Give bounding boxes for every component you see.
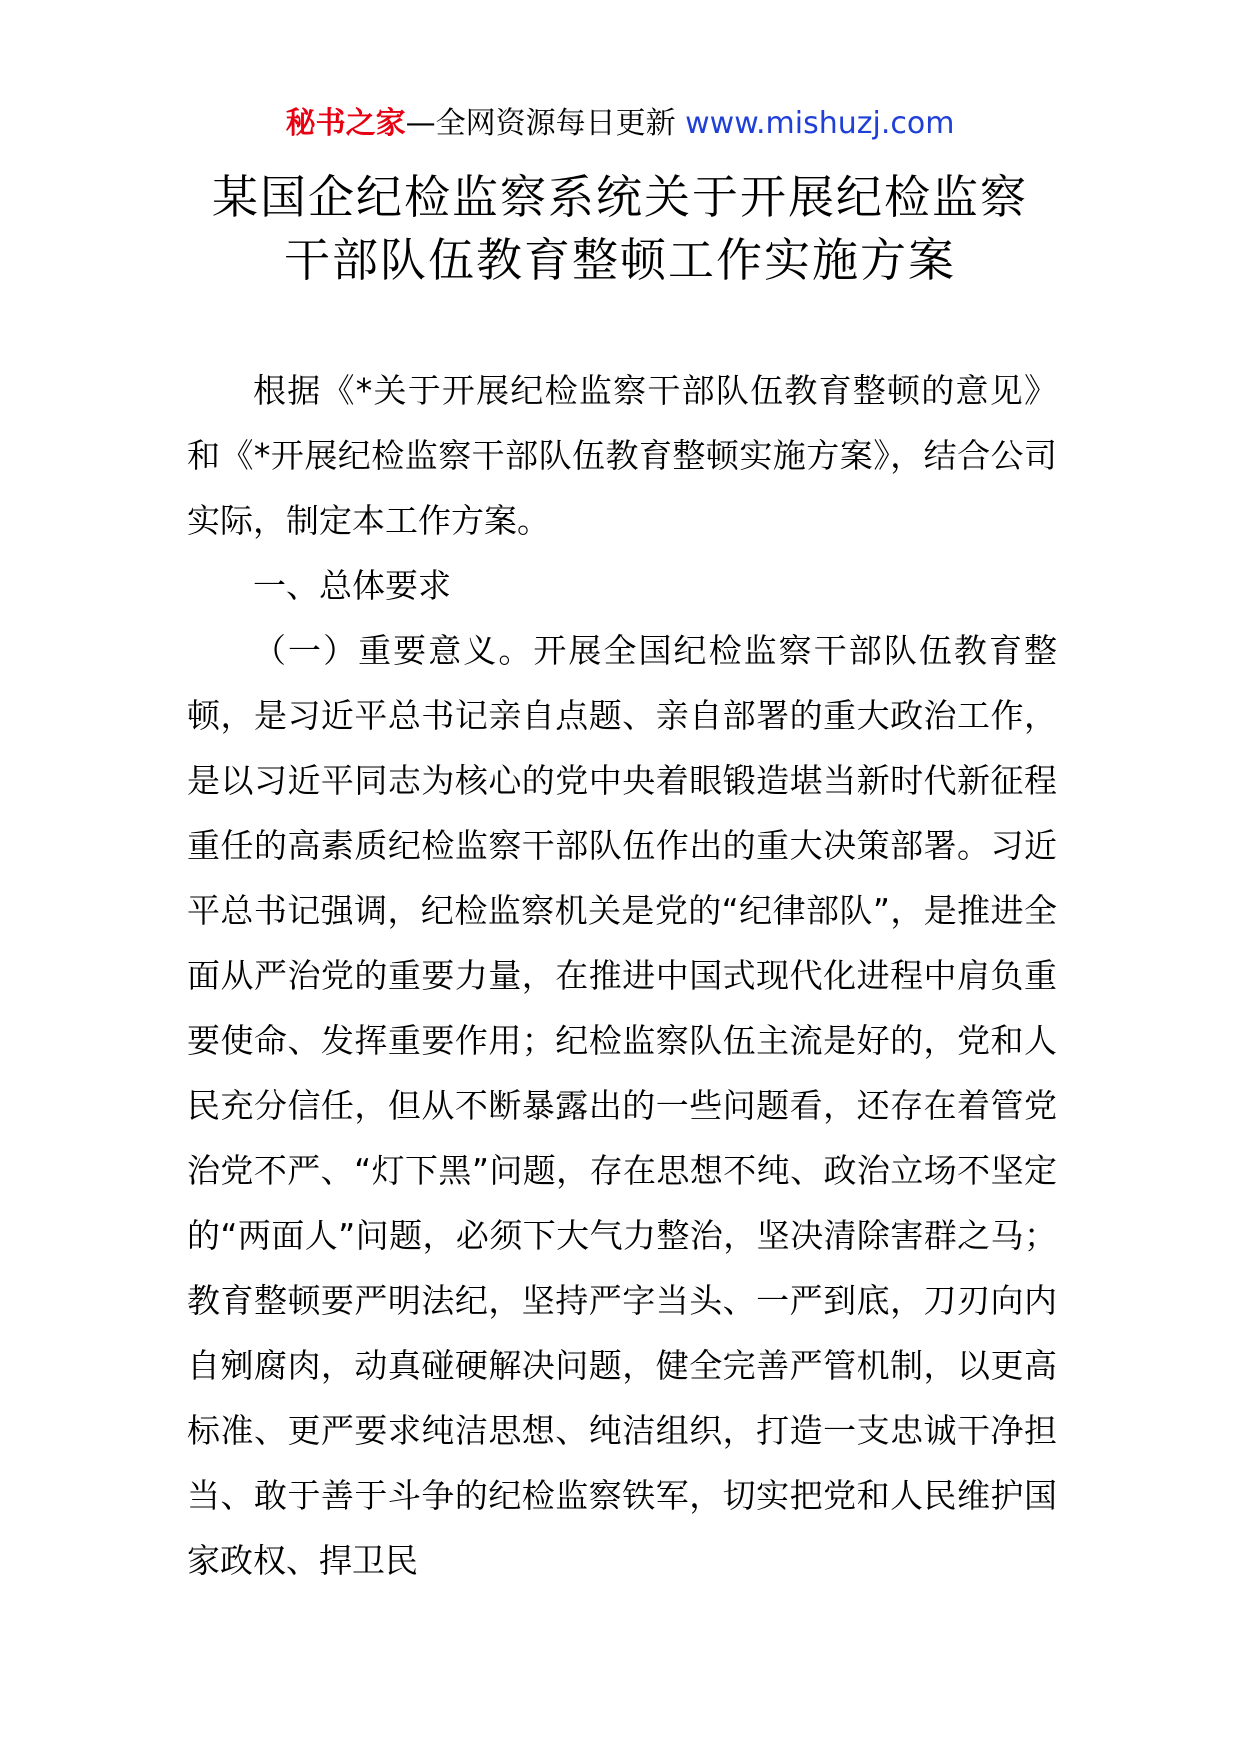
document-body <box>187 358 1057 1593</box>
site-banner <box>0 104 1240 144</box>
paragraph-significance: （一）重要意义。开展全国纪检监察干部队伍教育整顿，是习近平总书记亲自点题、亲自部署的重大政治工作，是以习近平同志为核心的党中央着眼锻造堪当新时代新征程重任的高素质纪检监察干部队伍作出的重大决策部署。习近平总书记强调，纪检监察机关是党的“纪律部队”，是推进全面从严治党的重要力量，在推进中国式现代化进程中肩负重要使命、发挥重要作用；纪检监察队伍主流是好的，党和人民充分信任，但从不断暴露出的一些问题看，还存在着管党治党不严、“灯下黑”问题，存在思想不纯、政治立场不坚定的“两面人”问题，必须下大气力整治，坚决清除害群之马；教育整顿要严明法纪，坚持严字当头、一严到底，刀刃向内自剜腐肉，动真碰硬解决问题，健全完善严管机制，以更高标准、更严要求纯洁思想、纯洁组织，打造一支忠诚干净担当、敢于善于斗争的纪检监察铁军，切实把党和人民维护国家政权、捍卫民 <box>187 631 1057 1580</box>
banner-url-link[interactable]: www.mishuzj.com <box>685 106 955 141</box>
banner-brand: 秘书之家 <box>285 106 406 141</box>
title-line-1: 某国企纪检监察系统关于开展纪检监察 <box>212 170 1028 224</box>
title-line-2: 干部队伍教育整顿工作实施方案 <box>284 233 956 287</box>
section-heading-general-requirements: 一、总体要求 <box>253 566 451 605</box>
document-title <box>0 166 1240 292</box>
paragraph-intro: 根据《*关于开展纪检监察干部队伍教育整顿的意见》和《*开展纪检监察干部队伍教育整顿实施方案》，结合公司实际，制定本工作方案。 <box>187 371 1057 540</box>
banner-tagline: —全网资源每日更新 <box>405 106 686 141</box>
